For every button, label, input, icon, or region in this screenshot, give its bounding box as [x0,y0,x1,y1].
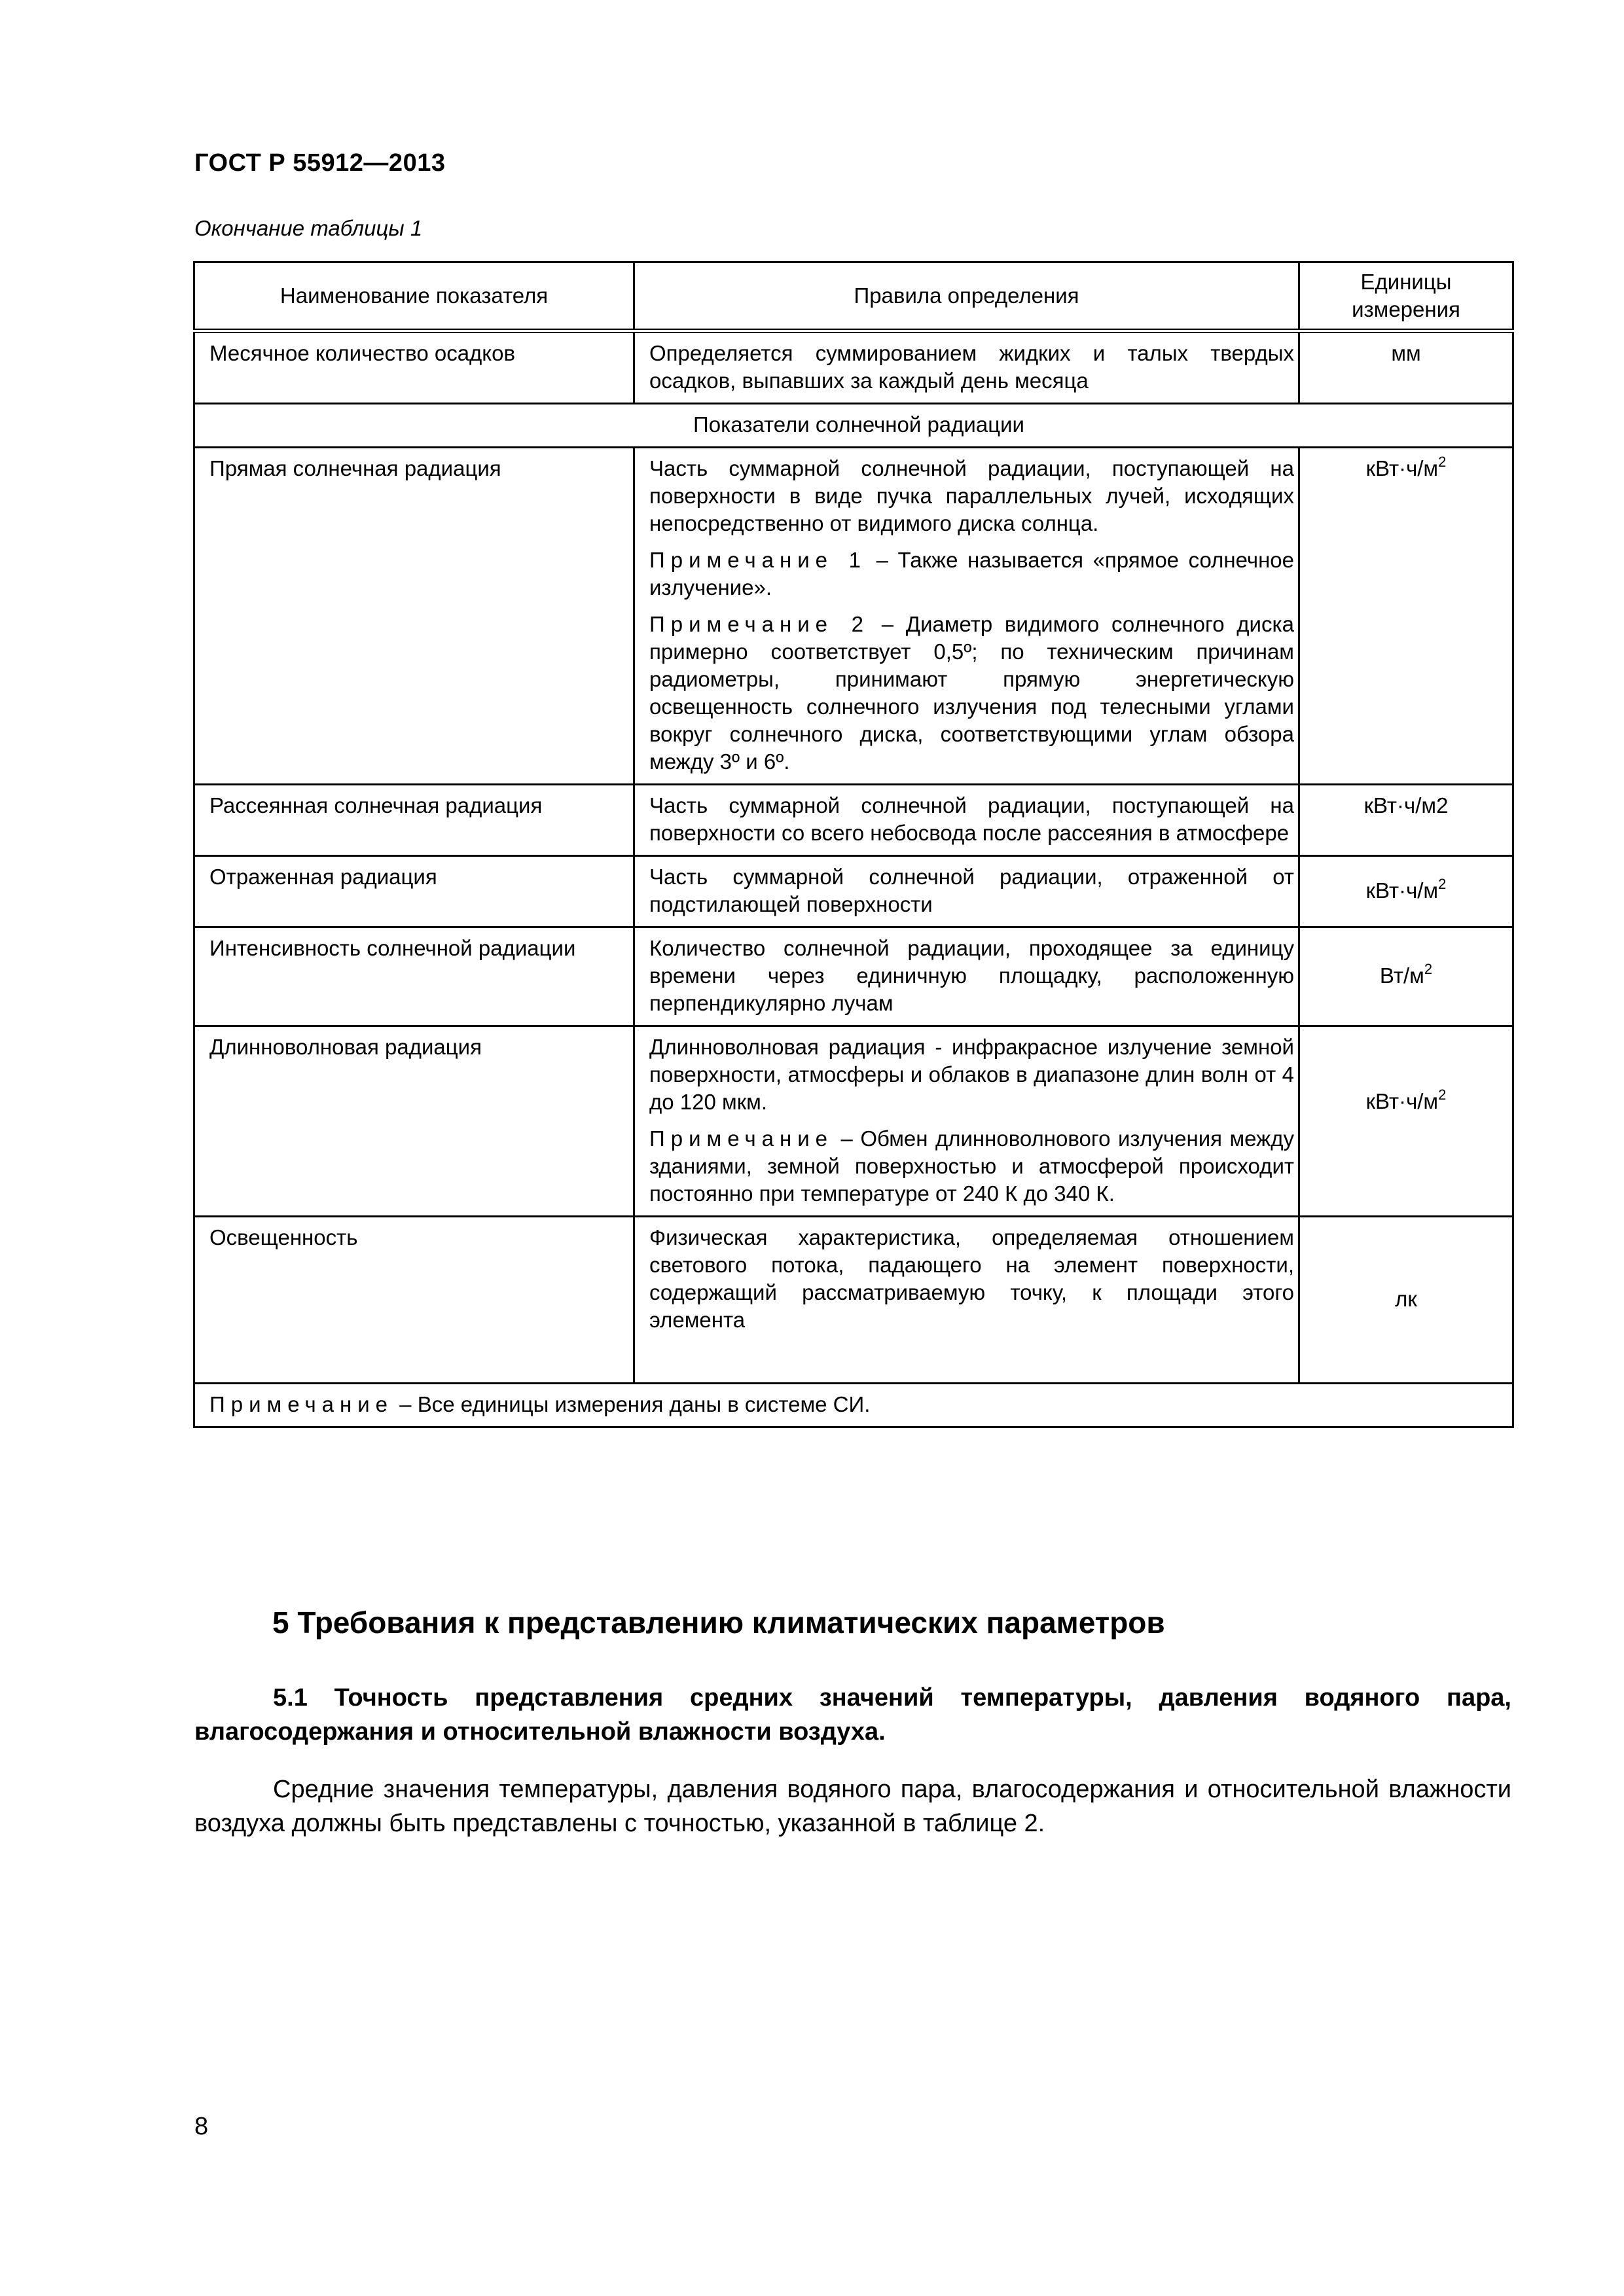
note-2 [649,611,1294,776]
section-row-solar [194,404,1513,448]
table-row [194,1026,1513,1217]
row-unit: мм [1299,331,1513,404]
row-name: Длинноволновая радиация [194,1026,634,1217]
table-footer-note-row [194,1384,1513,1427]
note-label: Примечание 1 [649,548,867,572]
note-text: – Также называется «прямое солнечное излучение». [649,548,1294,600]
row-unit: кВт·ч/м2 [1299,785,1513,856]
note [649,1125,1294,1208]
table-row [194,1217,1513,1384]
row-name: Месячное количество осадков [194,331,634,404]
table-footer-note [194,1384,1513,1427]
document-number: ГОСТ Р 55912—2013 [194,149,446,177]
description-text: Длинноволновая радиация - инфракрасное излучение земной поверхности, атмосферы и облаков в диапазоне длин волн от 4 до 120 мкм. [649,1035,1294,1114]
page-number: 8 [194,2113,209,2140]
note-text: – Все единицы измерения даны в системе СИ. [393,1392,871,1416]
row-unit [1299,1026,1513,1217]
unit-base: Вт/м [1379,963,1424,988]
table-container [193,261,1512,1428]
unit-exponent: 2 [1424,961,1433,977]
row-description: Количество солнечной радиации, проходящее за единицу времени через единичную площадку, расположенную перпендикулярно лучам [634,927,1299,1026]
row-description: Часть суммарной солнечной радиации, поступающей на поверхности со всего небосвода после рассеяния в атмосфере [634,785,1299,856]
note-1 [649,547,1294,601]
section-heading: Показатели солнечной радиации [194,404,1513,448]
table-row [194,927,1513,1026]
row-name: Прямая солнечная радиация [194,448,634,785]
unit-base: кВт·ч/м [1365,456,1439,480]
subsection-title: 5.1 Точность представления средних значений температуры, давления водяного пара, влагосодержания и относительной влажности воздуха. [194,1684,1511,1746]
unit-base: кВт·ч/м [1365,878,1439,903]
table-row [194,856,1513,927]
note-label: Примечание 2 [649,612,870,636]
row-unit: лк [1299,1217,1513,1384]
column-header-rules: Правила определения [634,262,1299,331]
table-row [194,785,1513,856]
row-name: Рассеянная солнечная радиация [194,785,634,856]
note-label: Примечание [649,1126,834,1151]
row-description [634,448,1299,785]
table-row [194,331,1513,404]
row-description: Часть суммарной солнечной радиации, отраженной от подстилающей поверхности [634,856,1299,927]
table-row [194,448,1513,785]
row-name: Интенсивность солнечной радиации [194,927,634,1026]
row-name: Отраженная радиация [194,856,634,927]
unit-base: кВт·ч/м [1365,1089,1439,1113]
column-header-units: Единицы измерения [1299,262,1513,331]
body-paragraph: Средние значения температуры, давления водяного пара, влагосодержания и относительной влажности воздуха должны быть представлены с точностью, указанной в таблице 2. [194,1776,1511,1837]
unit-exponent: 2 [1438,1086,1447,1103]
unit-exponent: 2 [1438,454,1447,470]
unit-exponent: 2 [1438,876,1447,892]
column-header-name: Наименование показателя [194,262,634,331]
table-header-row [194,262,1513,331]
row-unit [1299,448,1513,785]
row-unit [1299,856,1513,927]
section-title: 5 Требования к представлению климатических параметров [272,1605,1165,1640]
note-text: – Обмен длинноволнового излучения между зданиями, земной поверхностью и атмосферой происходит постоянно при температуре от 240 К до 340 К. [649,1126,1294,1206]
row-description: Физическая характеристика, определяемая отношением светового потока, падающего на элемент поверхности, содержащий рассматриваемую точку, к площади этого элемента [634,1217,1299,1384]
row-name: Освещенность [194,1217,634,1384]
note-label: Примечание [209,1392,394,1416]
row-description: Определяется суммированием жидких и талых твердых осадков, выпавших за каждый день месяца [634,331,1299,404]
indicators-table [193,261,1514,1428]
table-caption: Окончание таблицы 1 [194,216,423,240]
note-text: – Диаметр видимого солнечного диска примерно соответствует 0,5º; по техническим причинам радиометры, принимают прямую энергетическую освещенность солнечного излучения под телесными углами вокруг солнечного диска, соответствующими углам обзора между 3º и 6º. [649,612,1294,774]
description-text: Часть суммарной солнечной радиации, поступающей на поверхности в виде пучка параллельных лучей, исходящих непосредственно от видимого диска солнца. [649,456,1294,535]
row-unit [1299,927,1513,1026]
row-description [634,1026,1299,1217]
